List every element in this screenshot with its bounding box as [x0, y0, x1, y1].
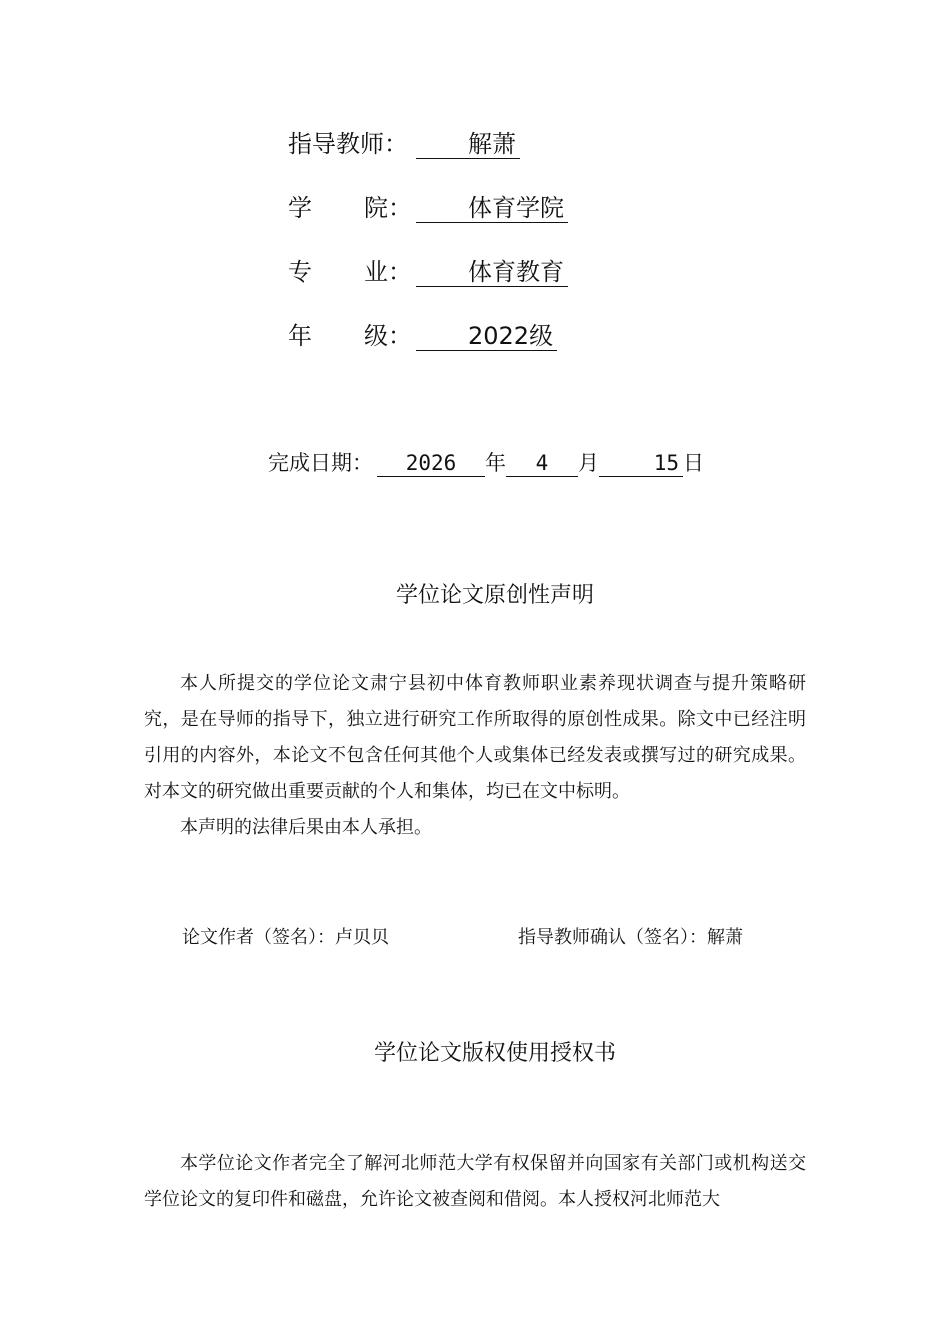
grade-row [288, 318, 557, 354]
completion-month: 4 [506, 450, 578, 477]
college-value: 体育学院 [416, 194, 568, 223]
grade-label: 年 级： [288, 322, 412, 350]
completion-date-label: 完成日期： [268, 451, 373, 475]
advisor-value: 解萧 [416, 130, 520, 159]
major-value: 体育教育 [416, 258, 568, 287]
college-label: 学 院： [288, 194, 412, 222]
grade-value: 2022级 [416, 322, 557, 351]
legal-responsibility-paragraph: 本声明的法律后果由本人承担。 [180, 817, 432, 838]
copyright-title: 学位论文版权使用授权书 [373, 1041, 616, 1066]
advisor-signature: 指导教师确认（签名）：解萧 [518, 927, 743, 948]
completion-date [268, 448, 704, 480]
day-unit: 日 [683, 451, 704, 475]
college-row [288, 190, 568, 226]
copyright-paragraph: 本学位论文作者完全了解河北师范大学有权保留并向国家有关部门或机构送交学位论文的复印件和磁盘，允许论文被查阅和借阅。本人授权河北师范大 [144, 1153, 806, 1210]
author-signature: 论文作者（签名）：卢贝贝 [182, 927, 389, 948]
completion-day: 15 [599, 450, 683, 477]
advisor-row [288, 126, 520, 162]
major-row [288, 254, 568, 290]
month-unit: 月 [578, 451, 599, 475]
originality-paragraph: 本人所提交的学位论文肃宁县初中体育教师职业素养现状调查与提升策略研究，是在导师的指导下，独立进行研究工作所取得的原创性成果。除文中已经注明引用的内容外，本论文不包含任何其他个人或集体已经发表或撰写过的研究成果。对本文的研究做出重要贡献的个人和集体，均已在文中标明。 [144, 673, 806, 802]
completion-year: 2026 [377, 450, 485, 477]
advisor-label: 指导教师： [288, 130, 408, 158]
major-label: 专 业： [288, 258, 412, 286]
originality-title: 学位论文原创性声明 [395, 583, 594, 608]
year-unit: 年 [485, 451, 506, 475]
